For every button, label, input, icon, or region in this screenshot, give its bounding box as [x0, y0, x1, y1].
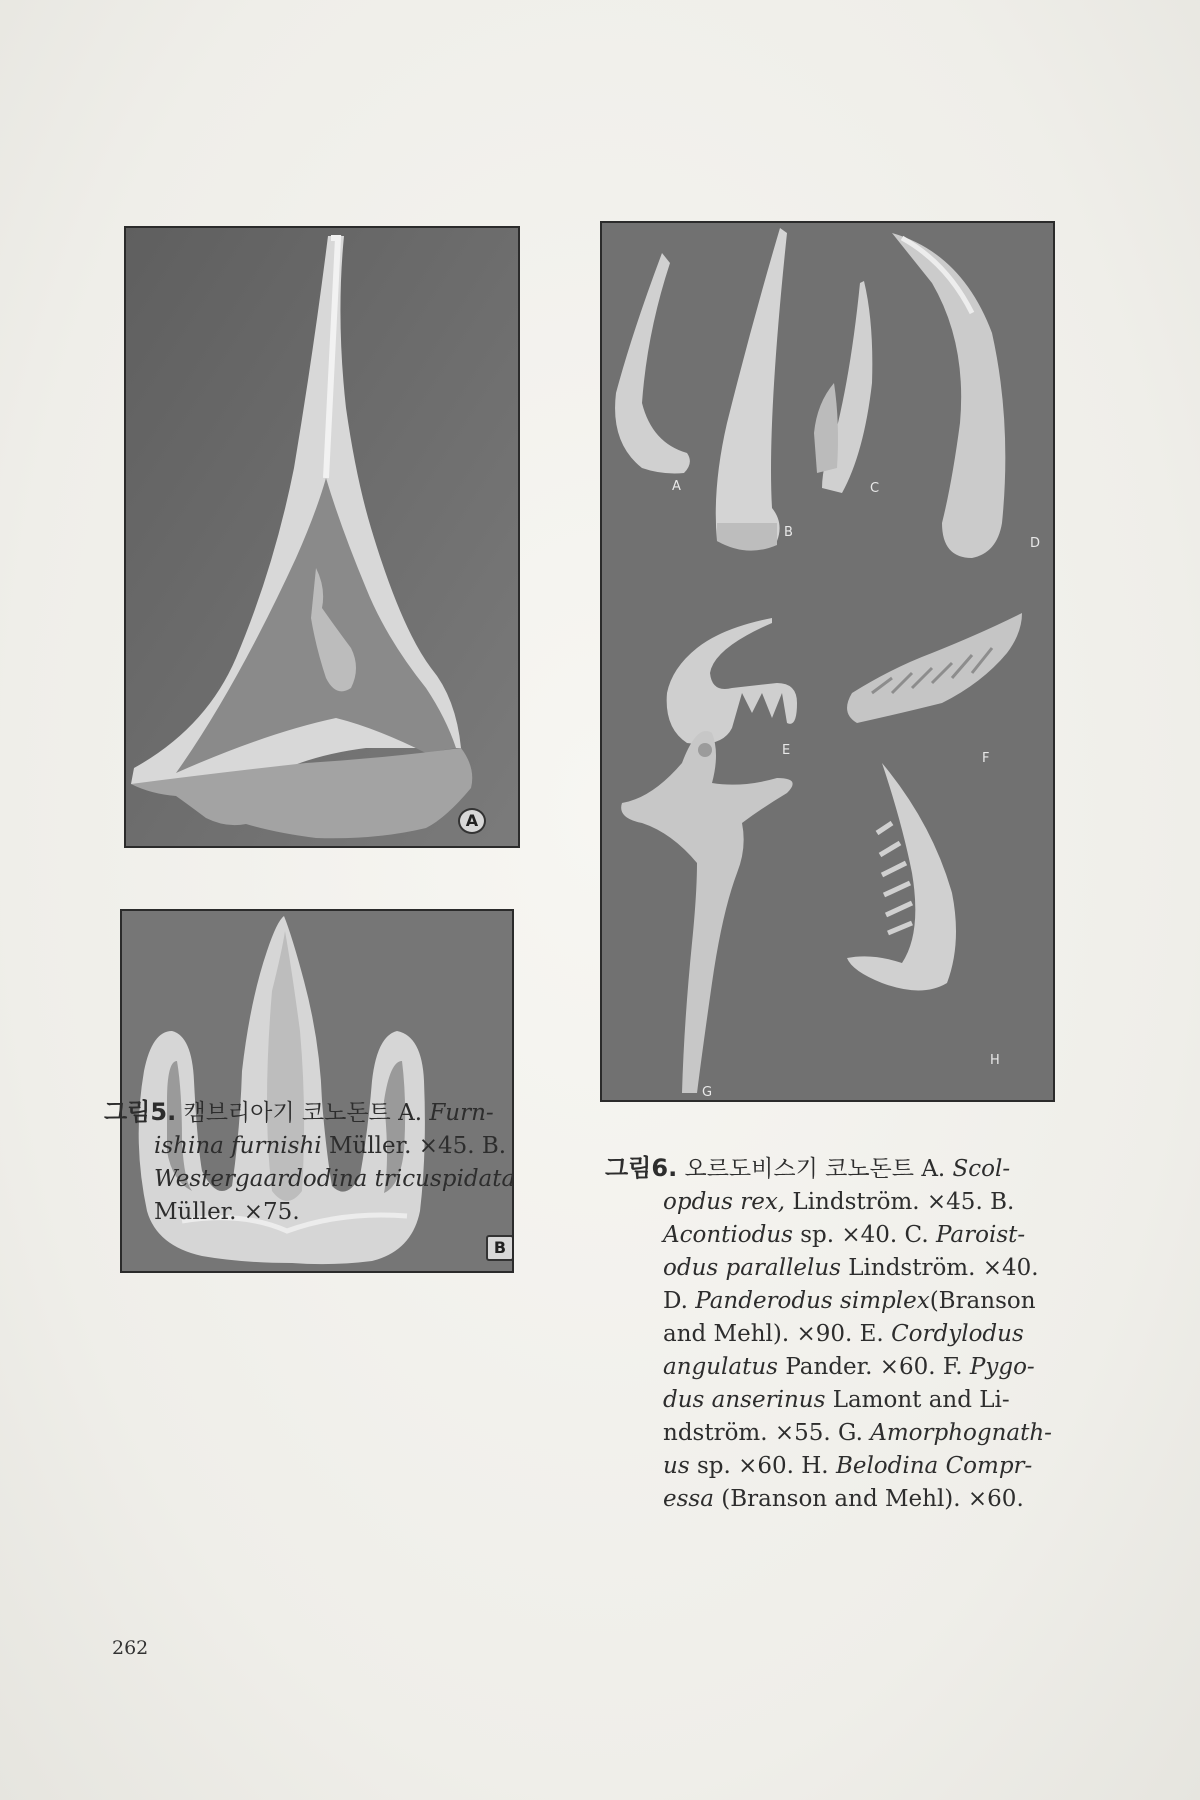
fig5-title: 캠브리아기 코노돈트	[183, 1100, 391, 1126]
fig6-label-g: G	[702, 1085, 713, 1100]
fig5-caption-line-2: ishina furnishi Müller. ×45. B.	[154, 1133, 507, 1159]
fig6-caption-line-9: ndström. ×55. G. Amorphognath-	[663, 1420, 1052, 1446]
figure5-caption	[104, 1096, 564, 1229]
fig5-caption-line-1: 그림5. 캠브리아기 코노돈트 A. Furn-	[104, 1098, 494, 1126]
fig5-species-b: Westergaardodina tricuspidata	[154, 1166, 516, 1192]
panel-label-b: B	[486, 1235, 514, 1261]
fig6-caption-line-11: essa (Branson and Mehl). ×60.	[663, 1486, 1024, 1512]
panel-label-a: A	[458, 808, 486, 834]
conodont-furnishina-image	[126, 228, 520, 848]
fig6-label-c: C	[870, 481, 880, 496]
fig6-number: 그림6.	[605, 1154, 678, 1182]
fig6-label-b: B	[784, 525, 793, 540]
fig6-caption-line-5: D. Panderodus simplex(Branson	[663, 1288, 1036, 1314]
figure5-panel-a	[124, 226, 520, 848]
fig6-label-f: F	[982, 751, 990, 766]
ordovician-conodonts-image	[602, 223, 1055, 1102]
figure6-caption	[605, 1152, 1075, 1516]
fig6-label-h: H	[990, 1053, 1000, 1068]
fig5-number: 그림5.	[104, 1098, 177, 1126]
fig6-caption-line-3: Acontiodus sp. ×40. C. Paroist-	[663, 1222, 1026, 1248]
fig6-label-a: A	[672, 479, 681, 494]
fig5-species-a: Furn-	[429, 1100, 494, 1126]
page-number: 262	[112, 1637, 149, 1659]
fig6-label-e: E	[782, 743, 791, 758]
figure6-plate	[600, 221, 1055, 1102]
fig6-caption-line-10: us sp. ×60. H. Belodina Compr-	[663, 1453, 1033, 1479]
fig6-caption-line-7: angulatus Pander. ×60. F. Pygo-	[663, 1354, 1035, 1380]
fig6-caption-line-8: dus anserinus Lamont and Li-	[663, 1387, 1010, 1413]
fig5-caption-line-3	[104, 1163, 564, 1196]
fig6-title: 오르도비스기 코노돈트	[684, 1156, 914, 1182]
fig6-caption-line-4: odus parallelus Lindström. ×40.	[663, 1255, 1039, 1281]
fig6-caption-line-2: opdus rex, Lindström. ×45. B.	[663, 1189, 1015, 1215]
fig5-caption-line-4: Müller. ×75.	[154, 1199, 300, 1225]
fig6-caption-line-6: and Mehl). ×90. E. Cordylodus	[663, 1321, 1024, 1347]
fig6-caption-line-1: 그림6. 오르도비스기 코노돈트 A. Scol-	[605, 1154, 1011, 1182]
fig6-label-d: D	[1030, 536, 1041, 551]
